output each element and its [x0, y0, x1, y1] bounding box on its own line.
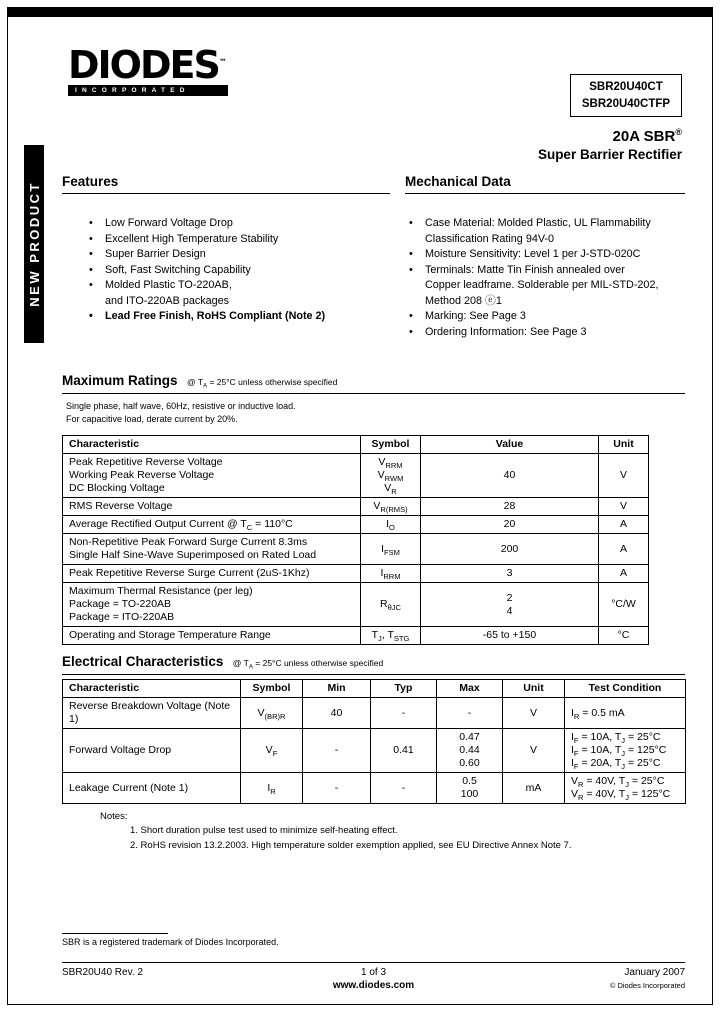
- characteristic-cell: Leakage Current (Note 1): [63, 773, 241, 804]
- symbol-cell: $I_{RRM}$: [361, 565, 421, 583]
- min-cell: 40: [303, 698, 371, 729]
- electrical-characteristics-heading: Electrical Characteristics: [62, 654, 224, 669]
- value-cell: 20: [421, 516, 599, 534]
- unit-cell: A: [599, 534, 649, 565]
- top-black-bar: [7, 7, 713, 17]
- table-row: [63, 773, 686, 804]
- maximum-ratings-header: [62, 372, 685, 394]
- mechanical-item: • Moisture Sensitivity: Level 1 per J-STD-020C: [405, 247, 685, 263]
- unit-cell: °C/W: [599, 583, 649, 627]
- typ-cell: -: [371, 698, 437, 729]
- column-header: Characteristic: [63, 436, 361, 454]
- value-cell: 200: [421, 534, 599, 565]
- diodes-logo: [68, 43, 228, 96]
- min-cell: -: [303, 729, 371, 773]
- characteristic-cell: Peak Repetitive Reverse Voltage Working Peak Reverse Voltage DC Blocking Voltage: [63, 454, 361, 498]
- features-heading: Features: [62, 174, 390, 194]
- typ-cell: -: [371, 773, 437, 804]
- symbol-cell: $I_{FSM}$: [361, 534, 421, 565]
- unit-cell: A: [599, 516, 649, 534]
- mechanical-data-heading: Mechanical Data: [405, 174, 685, 194]
- features-section: [62, 174, 390, 325]
- column-header: Max: [437, 680, 503, 698]
- product-title: 20A SBR®: [612, 127, 682, 145]
- registered-symbol: ®: [675, 127, 682, 137]
- table-row: [63, 454, 649, 498]
- table-header-row: [63, 680, 686, 698]
- mechanical-item: • Marking: See Page 3: [405, 309, 685, 325]
- symbol-cell: $V_{(BR)R}$: [241, 698, 303, 729]
- unit-cell: °C: [599, 627, 649, 645]
- notes-label: Notes:: [100, 811, 128, 822]
- new-product-label: NEW PRODUCT: [26, 181, 42, 307]
- table-header-row: [63, 436, 649, 454]
- column-header: Unit: [599, 436, 649, 454]
- unit-cell: mA: [503, 773, 565, 804]
- feature-item: • Lead Free Finish, RoHS Compliant (Note 2): [62, 309, 390, 325]
- unit-cell: V: [599, 498, 649, 516]
- unit-cell: V: [503, 729, 565, 773]
- symbol-cell: $I_O$: [361, 516, 421, 534]
- product-title-block: [538, 127, 682, 162]
- symbol-cell: $V_F$: [241, 729, 303, 773]
- mechanical-item: • Case Material: Molded Plastic, UL Flammability Classification Rating 94V-0: [405, 216, 685, 247]
- notes-section: [100, 810, 571, 853]
- column-header: Unit: [503, 680, 565, 698]
- footer-copyright: © Diodes Incorporated: [609, 981, 686, 990]
- mechanical-item: • Terminals: Matte Tin Finish annealed over Copper leadframe. Solderable per MIL-STD-202, Method 208 ⓔ1: [405, 263, 685, 310]
- value-cell: 3: [421, 565, 599, 583]
- note-item: 1. Short duration pulse test used to minimize self-heating effect.: [130, 825, 398, 837]
- max-cell: 0.5 100: [437, 773, 503, 804]
- part-number-box: [570, 74, 682, 117]
- mechanical-data-section: [405, 174, 685, 340]
- unit-cell: V: [503, 698, 565, 729]
- feature-item: • Low Forward Voltage Drop: [62, 216, 390, 232]
- table-row: [63, 698, 686, 729]
- value-cell: -65 to +150: [421, 627, 599, 645]
- max-cell: -: [437, 698, 503, 729]
- test-condition-cell: $I_R = 0.5$ mA: [565, 698, 686, 729]
- maximum-ratings-heading: Maximum Ratings: [62, 373, 178, 388]
- column-header: Test Condition: [565, 680, 686, 698]
- symbol-cell: $R_{\theta JC}$: [361, 583, 421, 627]
- test-condition-cell: $I_F = 10A$, $T_J = 25^\circ C$ $I_F = 10A$, $T_J = 125^\circ C$ $I_F = 20A$, $T_J = 25^\circ C$: [565, 729, 686, 773]
- characteristic-cell: Non-Repetitive Peak Forward Surge Current 8.3ms Single Half Sine-Wave Superimposed on Rated Load: [63, 534, 361, 565]
- unit-cell: V: [599, 454, 649, 498]
- table-row: [63, 565, 649, 583]
- symbol-cell: $V_{R(RMS)}$: [361, 498, 421, 516]
- symbol-cell: $V_{RRM}$ $V_{RWM}$ $V_R$: [361, 454, 421, 498]
- feature-item: • Super Barrier Design: [62, 247, 390, 263]
- table-row: [63, 729, 686, 773]
- document-revision: SBR20U40 Rev. 2: [62, 967, 143, 978]
- characteristic-cell: Reverse Breakdown Voltage (Note 1): [63, 698, 241, 729]
- logo-incorporated-bar: INCORPORATED: [68, 85, 228, 96]
- mechanical-data-list: [405, 216, 685, 340]
- part-number-line: SBR20U40CT: [589, 81, 663, 93]
- min-cell: -: [303, 773, 371, 804]
- symbol-cell: $I_R$: [241, 773, 303, 804]
- feature-item: • Molded Plastic TO-220AB, and ITO-220AB packages: [62, 278, 390, 309]
- characteristic-cell: Forward Voltage Drop: [63, 729, 241, 773]
- maximum-ratings-table: [62, 435, 649, 645]
- characteristic-cell: Operating and Storage Temperature Range: [63, 627, 361, 645]
- logo-wordmark: DIODES™: [68, 43, 227, 87]
- max-cell: 0.47 0.44 0.60: [437, 729, 503, 773]
- trademark-note: SBR is a registered trademark of Diodes Incorporated.: [62, 933, 279, 947]
- electrical-characteristics-table: [62, 679, 686, 804]
- column-header: Symbol: [361, 436, 421, 454]
- column-header: Typ: [371, 680, 437, 698]
- symbol-cell: $T_J$, $T_{STG}$: [361, 627, 421, 645]
- value-cell: 40: [421, 454, 599, 498]
- maximum-ratings-condition: @ $T_A = 25^\circ C$ unless otherwise specified: [186, 377, 338, 390]
- footer: [62, 967, 685, 991]
- value-cell: 28: [421, 498, 599, 516]
- footer-date: January 2007: [624, 967, 686, 978]
- part-number-line: SBR20U40CTFP: [581, 97, 671, 110]
- load-notes: [66, 400, 296, 426]
- table-row: [63, 534, 649, 565]
- feature-item: • Soft, Fast Switching Capability: [62, 263, 390, 279]
- product-subtitle: Super Barrier Rectifier: [537, 147, 682, 162]
- new-product-banner: [24, 145, 44, 343]
- characteristic-cell: Peak Repetitive Reverse Surge Current (2uS-1Khz): [63, 565, 361, 583]
- table-row: [63, 498, 649, 516]
- trademark-symbol: ™: [218, 57, 227, 67]
- mechanical-item: • Ordering Information: See Page 3: [405, 325, 685, 341]
- column-header: Min: [303, 680, 371, 698]
- page-number: 1 of 3: [360, 967, 387, 978]
- column-header: Symbol: [241, 680, 303, 698]
- characteristic-cell: Average Rectified Output Current @ $T_C = 110^\circ C$: [63, 516, 361, 534]
- column-header: Value: [421, 436, 599, 454]
- table-row: [63, 627, 649, 645]
- feature-item: • Excellent High Temperature Stability: [62, 232, 390, 248]
- note-item: 2. RoHS revision 13.2.2003. High temperature solder exemption applied, see EU Directive Annex Note 7.: [130, 839, 572, 851]
- characteristic-cell: RMS Reverse Voltage: [63, 498, 361, 516]
- table-row: [63, 516, 649, 534]
- column-header: Characteristic: [63, 680, 241, 698]
- load-note-line: Single phase, half wave, 60Hz, resistive or inductive load.: [66, 401, 296, 411]
- value-cell: 2 4: [421, 583, 599, 627]
- electrical-characteristics-condition: @ $T_A = 25^\circ C$ unless otherwise specified: [232, 658, 384, 671]
- unit-cell: A: [599, 565, 649, 583]
- footer-rule: [62, 962, 685, 963]
- load-note-line: For capacitive load, derate current by 20%.: [66, 414, 238, 425]
- test-condition-cell: $V_R = 40V$, $T_J = 25^\circ C$ $V_R = 40V$, $T_J = 125^\circ C$: [565, 773, 686, 804]
- electrical-characteristics-header: [62, 653, 685, 675]
- characteristic-cell: Maximum Thermal Resistance (per leg) Package = TO-220AB Package = ITO-220AB: [63, 583, 361, 627]
- typ-cell: 0.41: [371, 729, 437, 773]
- features-list: [62, 216, 390, 325]
- website-link[interactable]: www.diodes.com: [332, 980, 415, 991]
- table-row: [63, 583, 649, 627]
